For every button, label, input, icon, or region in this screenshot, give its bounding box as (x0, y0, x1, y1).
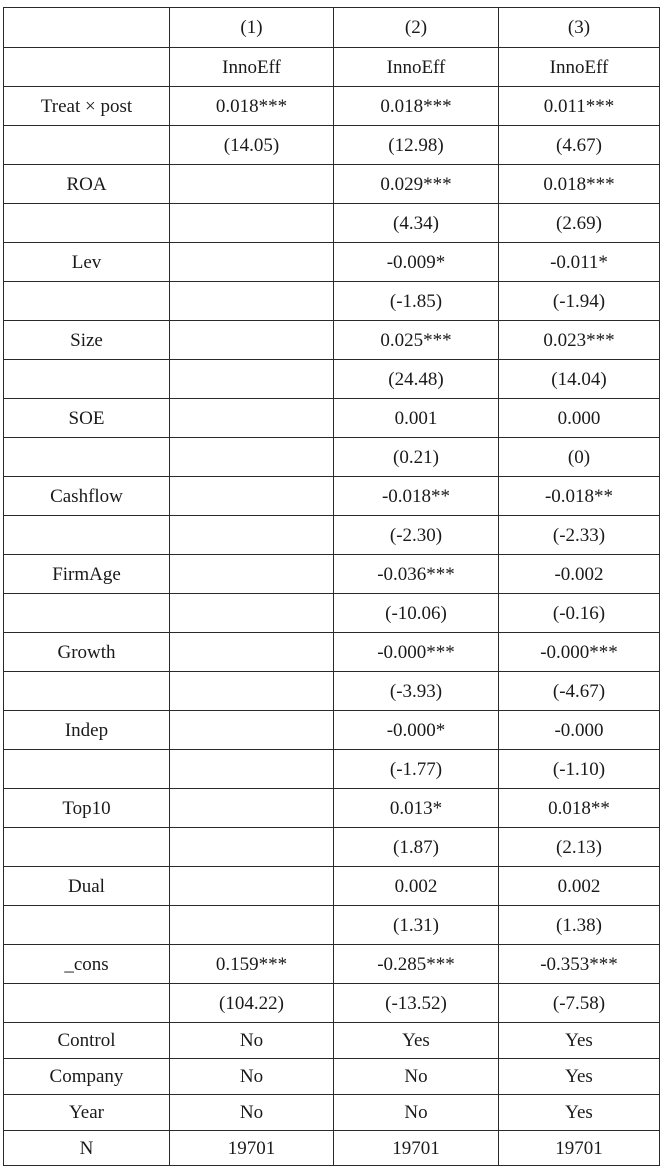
coefficient-row (4, 555, 660, 594)
t-statistic-cell: (-1.10) (499, 750, 660, 789)
coefficient-cell: 0.018*** (499, 165, 660, 204)
t-statistic-cell (170, 204, 334, 243)
coefficient-row (4, 243, 660, 282)
t-row-label-cell (4, 750, 170, 789)
t-statistic-cell: (-2.33) (499, 516, 660, 555)
coefficient-cell: -0.018** (499, 477, 660, 516)
coefficient-cell (170, 165, 334, 204)
t-row-label-cell (4, 204, 170, 243)
t-statistic-row (4, 126, 660, 165)
variable-name-cell: Size (4, 321, 170, 360)
variable-name-cell: Top10 (4, 789, 170, 828)
footer-value-cell: Yes (499, 1023, 660, 1059)
coefficient-cell: 0.011*** (499, 87, 660, 126)
footer-row (4, 1095, 660, 1131)
coefficient-cell (170, 477, 334, 516)
variable-name-cell: SOE (4, 399, 170, 438)
column-number-header: (3) (499, 8, 660, 48)
t-statistic-row (4, 516, 660, 555)
t-row-label-cell (4, 906, 170, 945)
t-statistic-row (4, 828, 660, 867)
variable-name-cell: _cons (4, 945, 170, 984)
t-statistic-cell: (4.34) (334, 204, 499, 243)
coefficient-cell (170, 633, 334, 672)
t-row-label-cell (4, 438, 170, 477)
t-statistic-cell: (1.38) (499, 906, 660, 945)
t-statistic-cell: (-4.67) (499, 672, 660, 711)
t-statistic-row (4, 438, 660, 477)
t-statistic-row (4, 750, 660, 789)
header-blank-cell (4, 48, 170, 87)
footer-label-cell: Company (4, 1059, 170, 1095)
t-statistic-cell (170, 828, 334, 867)
coefficient-cell: 0.029*** (334, 165, 499, 204)
t-row-label-cell (4, 984, 170, 1023)
coefficient-cell (170, 321, 334, 360)
t-statistic-cell: (0) (499, 438, 660, 477)
footer-label-cell: N (4, 1131, 170, 1166)
footer-value-cell: Yes (499, 1095, 660, 1131)
header-row-column-numbers (4, 8, 660, 48)
coefficient-cell: 0.023*** (499, 321, 660, 360)
header-row-dependent-variable (4, 48, 660, 87)
t-statistic-cell (170, 906, 334, 945)
t-row-label-cell (4, 828, 170, 867)
coefficient-row (4, 399, 660, 438)
t-statistic-cell: (-0.16) (499, 594, 660, 633)
coefficient-cell: 0.159*** (170, 945, 334, 984)
coefficient-row (4, 321, 660, 360)
t-statistic-cell (170, 282, 334, 321)
coefficient-cell: 0.018*** (334, 87, 499, 126)
coefficient-row (4, 945, 660, 984)
variable-name-cell: Treat × post (4, 87, 170, 126)
t-statistic-cell (170, 672, 334, 711)
regression-table-body (4, 8, 660, 1166)
t-statistic-cell (170, 594, 334, 633)
footer-value-cell: No (334, 1059, 499, 1095)
coefficient-cell: -0.036*** (334, 555, 499, 594)
t-statistic-row (4, 360, 660, 399)
coefficient-cell (170, 243, 334, 282)
t-statistic-row (4, 594, 660, 633)
header-corner-cell (4, 8, 170, 48)
t-row-label-cell (4, 516, 170, 555)
dependent-variable-header: InnoEff (170, 48, 334, 87)
coefficient-cell: -0.353*** (499, 945, 660, 984)
coefficient-row (4, 711, 660, 750)
footer-value-cell: No (170, 1095, 334, 1131)
coefficient-row (4, 789, 660, 828)
t-row-label-cell (4, 594, 170, 633)
footer-row (4, 1023, 660, 1059)
t-row-label-cell (4, 672, 170, 711)
t-statistic-cell: (0.21) (334, 438, 499, 477)
t-statistic-row (4, 204, 660, 243)
t-row-label-cell (4, 282, 170, 321)
dependent-variable-header: InnoEff (499, 48, 660, 87)
footer-row (4, 1131, 660, 1166)
coefficient-cell: -0.000* (334, 711, 499, 750)
t-row-label-cell (4, 126, 170, 165)
footer-value-cell: No (170, 1059, 334, 1095)
footer-value-cell: 19701 (170, 1131, 334, 1166)
coefficient-row (4, 87, 660, 126)
footer-value-cell: No (334, 1095, 499, 1131)
t-statistic-row (4, 282, 660, 321)
t-statistic-cell: (-2.30) (334, 516, 499, 555)
coefficient-cell: 0.002 (334, 867, 499, 906)
footer-label-cell: Year (4, 1095, 170, 1131)
coefficient-cell: 0.025*** (334, 321, 499, 360)
footer-value-cell: No (170, 1023, 334, 1059)
t-statistic-cell: (-1.77) (334, 750, 499, 789)
t-row-label-cell (4, 360, 170, 399)
t-statistic-cell (170, 438, 334, 477)
coefficient-cell: 0.002 (499, 867, 660, 906)
t-statistic-cell: (2.13) (499, 828, 660, 867)
footer-label-cell: Control (4, 1023, 170, 1059)
variable-name-cell: Growth (4, 633, 170, 672)
coefficient-cell: -0.000*** (334, 633, 499, 672)
t-statistic-cell: (-3.93) (334, 672, 499, 711)
coefficient-cell: -0.011* (499, 243, 660, 282)
t-statistic-cell: (-1.94) (499, 282, 660, 321)
t-statistic-row (4, 984, 660, 1023)
variable-name-cell: FirmAge (4, 555, 170, 594)
t-statistic-cell (170, 516, 334, 555)
coefficient-cell: 0.001 (334, 399, 499, 438)
footer-value-cell: 19701 (334, 1131, 499, 1166)
coefficient-cell: -0.000*** (499, 633, 660, 672)
t-statistic-row (4, 906, 660, 945)
t-statistic-cell: (2.69) (499, 204, 660, 243)
coefficient-cell: -0.285*** (334, 945, 499, 984)
t-statistic-cell (170, 360, 334, 399)
footer-value-cell: Yes (334, 1023, 499, 1059)
t-statistic-cell: (1.87) (334, 828, 499, 867)
t-statistic-cell (170, 750, 334, 789)
coefficient-cell: 0.013* (334, 789, 499, 828)
regression-table (3, 7, 660, 1166)
footer-value-cell: 19701 (499, 1131, 660, 1166)
t-statistic-cell: (104.22) (170, 984, 334, 1023)
variable-name-cell: Cashflow (4, 477, 170, 516)
coefficient-row (4, 477, 660, 516)
t-statistic-cell: (-10.06) (334, 594, 499, 633)
coefficient-cell (170, 867, 334, 906)
t-statistic-cell: (4.67) (499, 126, 660, 165)
coefficient-cell (170, 555, 334, 594)
coefficient-cell: -0.000 (499, 711, 660, 750)
t-statistic-cell: (14.05) (170, 126, 334, 165)
variable-name-cell: Dual (4, 867, 170, 906)
coefficient-cell: 0.000 (499, 399, 660, 438)
coefficient-row (4, 867, 660, 906)
coefficient-cell: -0.009* (334, 243, 499, 282)
t-statistic-cell: (-1.85) (334, 282, 499, 321)
t-statistic-cell: (-7.58) (499, 984, 660, 1023)
coefficient-cell: -0.018** (334, 477, 499, 516)
t-statistic-cell: (1.31) (334, 906, 499, 945)
t-statistic-cell: (12.98) (334, 126, 499, 165)
footer-row (4, 1059, 660, 1095)
column-number-header: (2) (334, 8, 499, 48)
coefficient-cell (170, 399, 334, 438)
t-statistic-cell: (-13.52) (334, 984, 499, 1023)
t-statistic-cell: (24.48) (334, 360, 499, 399)
t-statistic-row (4, 672, 660, 711)
variable-name-cell: ROA (4, 165, 170, 204)
coefficient-cell (170, 711, 334, 750)
coefficient-cell: 0.018** (499, 789, 660, 828)
coefficient-cell: 0.018*** (170, 87, 334, 126)
footer-value-cell: Yes (499, 1059, 660, 1095)
variable-name-cell: Lev (4, 243, 170, 282)
t-statistic-cell: (14.04) (499, 360, 660, 399)
dependent-variable-header: InnoEff (334, 48, 499, 87)
column-number-header: (1) (170, 8, 334, 48)
coefficient-cell: -0.002 (499, 555, 660, 594)
coefficient-cell (170, 789, 334, 828)
coefficient-row (4, 165, 660, 204)
coefficient-row (4, 633, 660, 672)
variable-name-cell: Indep (4, 711, 170, 750)
